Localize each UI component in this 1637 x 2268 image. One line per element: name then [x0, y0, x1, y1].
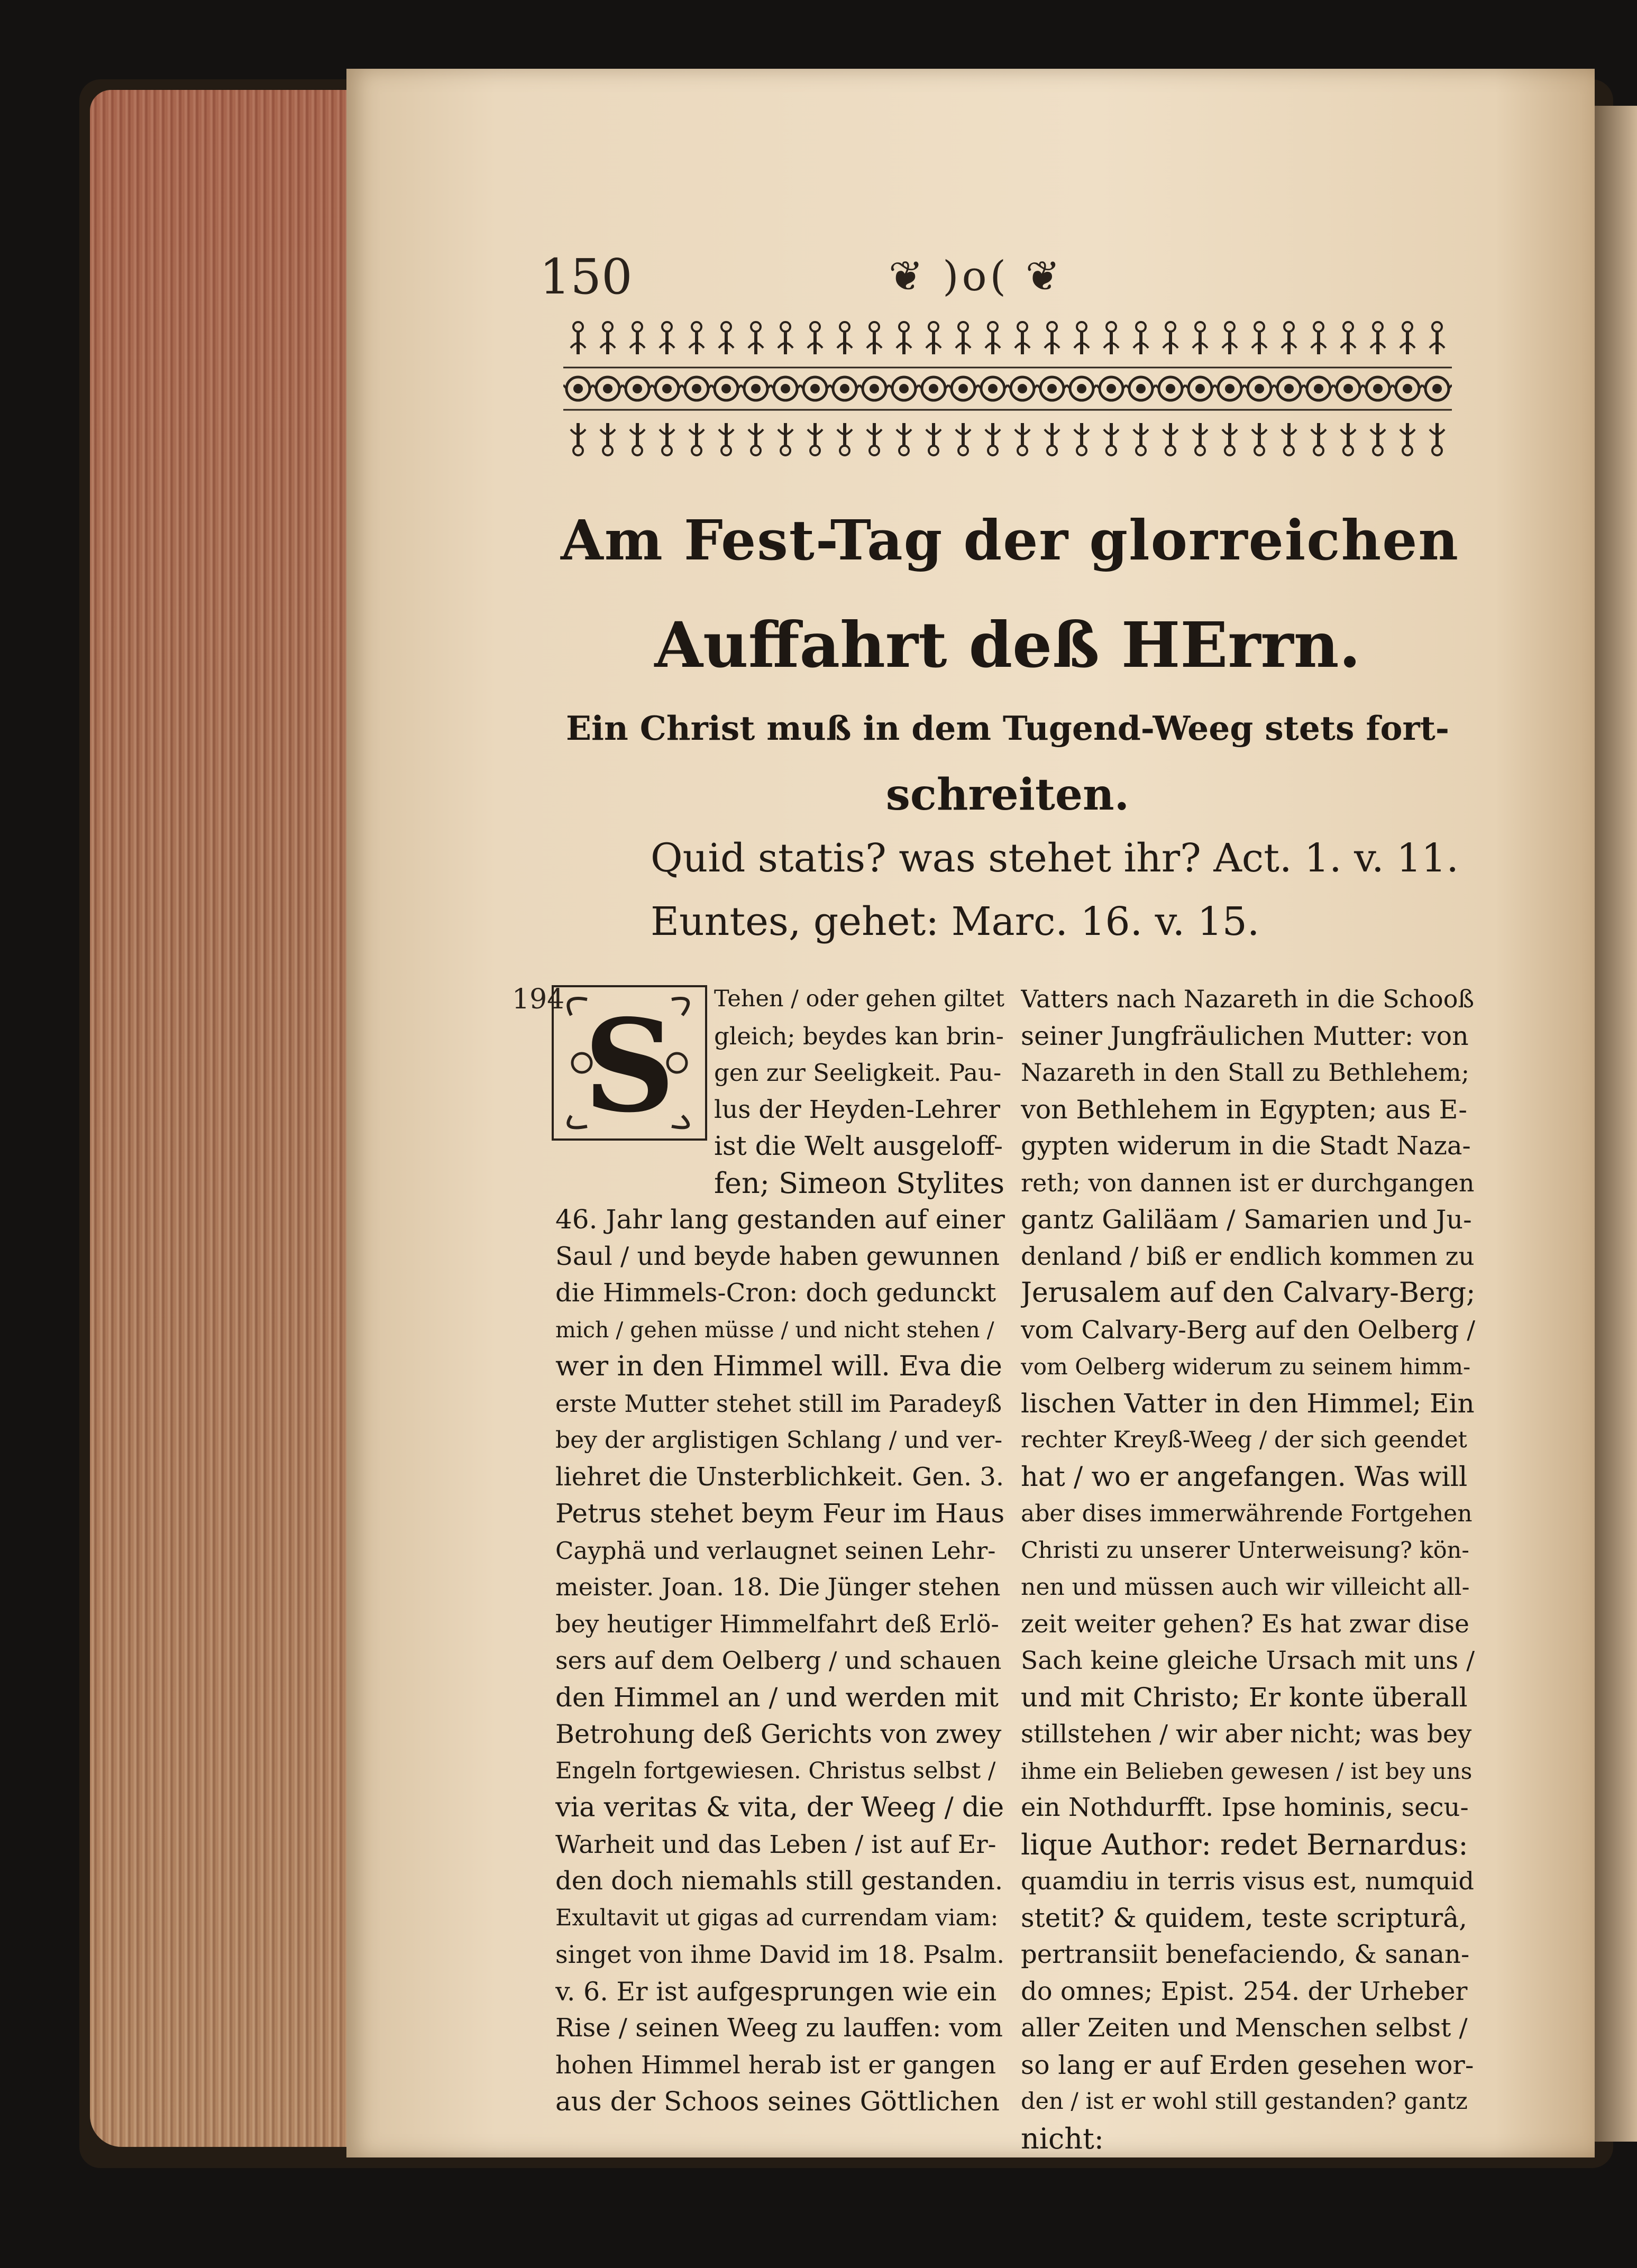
text-line: reth; von dannen ist er durchgangen	[1021, 1168, 1475, 1197]
text-line: so lang er auf Erden gesehen wor-	[1021, 2050, 1474, 2080]
text-line: meister. Joan. 18. Die Jünger stehen	[555, 1573, 1001, 1601]
text-line: nen und müssen auch wir villeicht all-	[1021, 1574, 1470, 1601]
text-line: Engeln fortgewiesen. Christus selbst /	[555, 1757, 996, 1784]
text-line: gypten widerum in die Stadt Naza-	[1021, 1131, 1471, 1161]
text-line: Rise / seinen Weeg zu lauffen: vom	[555, 2013, 1003, 2043]
text-line: stillstehen / wir aber nicht; was bey	[1021, 1720, 1472, 1749]
text-line: ist die Welt ausgeloff-	[714, 1131, 1003, 1161]
text-line: und mit Christo; Er konte überall	[1021, 1682, 1468, 1713]
text-line: Betrohung deß Gerichts von zwey	[555, 1719, 1002, 1749]
text-line: gen zur Seeligkeit. Pau-	[714, 1059, 1002, 1087]
text-line: Christi zu unserer Unterweisung? kön-	[1021, 1537, 1469, 1564]
text-line: Vatters nach Nazareth in die Schooß	[1021, 985, 1475, 1013]
text-line: do omnes; Epist. 254. der Urheber	[1021, 1976, 1468, 2006]
page-header	[539, 249, 1455, 312]
text-line: via veritas & vita, der Weeg / die	[555, 1792, 1004, 1823]
text-line: vom Calvary-Berg auf den Oelberg /	[1021, 1315, 1476, 1345]
text-line: Petrus stehet beym Feur im Haus	[555, 1498, 1005, 1529]
text-line: bey der arglistigen Schlang / und ver-	[555, 1427, 1003, 1454]
text-line: Warheit und das Leben / ist auf Er-	[555, 1830, 996, 1859]
text-line: sers auf dem Oelberg / und schauen	[555, 1646, 1002, 1675]
subtitle-line-2: schreiten.	[885, 769, 1130, 820]
text-line: wer in den Himmel will. Eva die	[555, 1351, 1002, 1382]
text-line: erste Mutter stehet still im Paradeyß	[555, 1389, 1002, 1418]
text-line: den / ist er wohl still gestanden? gantz	[1021, 2088, 1468, 2115]
text-line: Jerusalem auf den Calvary-Berg;	[1021, 1277, 1476, 1309]
motto-line-1: Quid statis? was stehet ihr? Act. 1. v. 11.	[651, 835, 1459, 881]
text-line: gantz Galiläam / Samarien und Ju-	[1021, 1205, 1472, 1235]
text-line: mich / gehen müsse / und nicht stehen /	[555, 1317, 994, 1343]
text-line: bey heutiger Himmelfahrt deß Erlö-	[555, 1609, 999, 1638]
dropcap-letter: S	[583, 991, 675, 1141]
text-line: 46. Jahr lang gestanden auf einer	[555, 1204, 1005, 1235]
text-line: lischen Vatter in den Himmel; Ein	[1021, 1388, 1475, 1419]
text-line: nicht:	[1021, 2122, 1104, 2155]
text-line: den doch niemahls still gestanden.	[555, 1866, 1003, 1896]
text-line: quamdiu in terris visus est, numquid	[1021, 1867, 1474, 1895]
text-line: liehret die Unsterblichkeit. Gen. 3.	[555, 1462, 1004, 1492]
text-line: aber dises immerwährende Fortgehen	[1021, 1500, 1473, 1527]
subtitle-line-1: Ein Christ muß in dem Tugend-Weeg stets fort-	[566, 709, 1449, 748]
title-line-2: Auffahrt deß HErrn.	[654, 608, 1361, 682]
text-line: singet von ihme David im 18. Psalm.	[555, 1940, 1004, 1969]
left-text-column	[555, 981, 1005, 2120]
text-line: von Bethlehem in Egypten; aus E-	[1021, 1094, 1467, 1125]
text-line: die Himmels-Cron: doch gedunckt	[555, 1278, 996, 1308]
text-line: lique Author: redet Bernardus:	[1021, 1828, 1468, 1861]
text-line: stetit? & quidem, teste scripturâ,	[1021, 1902, 1467, 1933]
text-line: aus der Schoos seines Göttlichen	[555, 2086, 1000, 2117]
text-line: Tehen / oder gehen giltet	[714, 986, 1005, 1012]
right-text-column	[1021, 981, 1476, 2157]
text-line: vom Oelberg widerum zu seinem himm-	[1021, 1354, 1471, 1380]
text-line: fen; Simeon Stylites	[714, 1166, 1005, 1200]
title-line-1: Am Fest-Tag der glorreichen	[561, 508, 1460, 573]
text-line: v. 6. Er ist aufgesprungen wie ein	[555, 1976, 997, 2007]
text-line: pertransiit benefaciendo, & sanan-	[1021, 1940, 1470, 1969]
text-line: Saul / und beyde haben gewunnen	[555, 1241, 1000, 1271]
page-block-edge	[90, 90, 360, 2147]
running-head: ❦ )o( ❦	[889, 253, 1064, 300]
text-line: den Himmel an / und werden mit	[555, 1682, 999, 1713]
text-line: denland / biß er endlich kommen zu	[1021, 1242, 1475, 1271]
text-line: Sach keine gleiche Ursach mit uns /	[1021, 1646, 1475, 1675]
margin-number: 194	[512, 984, 565, 1015]
text-line: Exultavit ut gigas ad currendam viam:	[555, 1904, 999, 1931]
page-number: 150	[539, 249, 633, 305]
facing-page-edge	[1592, 106, 1637, 2142]
text-line: hat / wo er angefangen. Was will	[1021, 1461, 1468, 1493]
text-line: zeit weiter gehen? Es hat zwar dise	[1021, 1609, 1469, 1639]
text-line: rechter Kreyß-Weeg / der sich geendet	[1021, 1427, 1467, 1453]
printer-ornament-band	[563, 317, 1452, 460]
motto-line-2: Euntes, gehet: Marc. 16. v. 15.	[651, 899, 1260, 944]
text-line: ihme ein Belieben gewesen / ist bey uns	[1021, 1758, 1473, 1784]
text-line: Nazareth in den Stall zu Bethlehem;	[1021, 1058, 1470, 1087]
text-line: ein Nothdurfft. Ipse hominis, secu-	[1021, 1793, 1469, 1822]
text-line: gleich; beydes kan brin-	[714, 1022, 1004, 1050]
text-line: seiner Jungfräulichen Mutter: von	[1021, 1021, 1469, 1051]
text-line: aller Zeiten und Menschen selbst /	[1021, 2013, 1468, 2043]
text-line: hohen Himmel herab ist er gangen	[555, 2050, 996, 2080]
text-line: lus der Heyden-Lehrer	[714, 1095, 1001, 1124]
text-line: Cayphä und verlaugnet seinen Lehr-	[555, 1536, 996, 1565]
